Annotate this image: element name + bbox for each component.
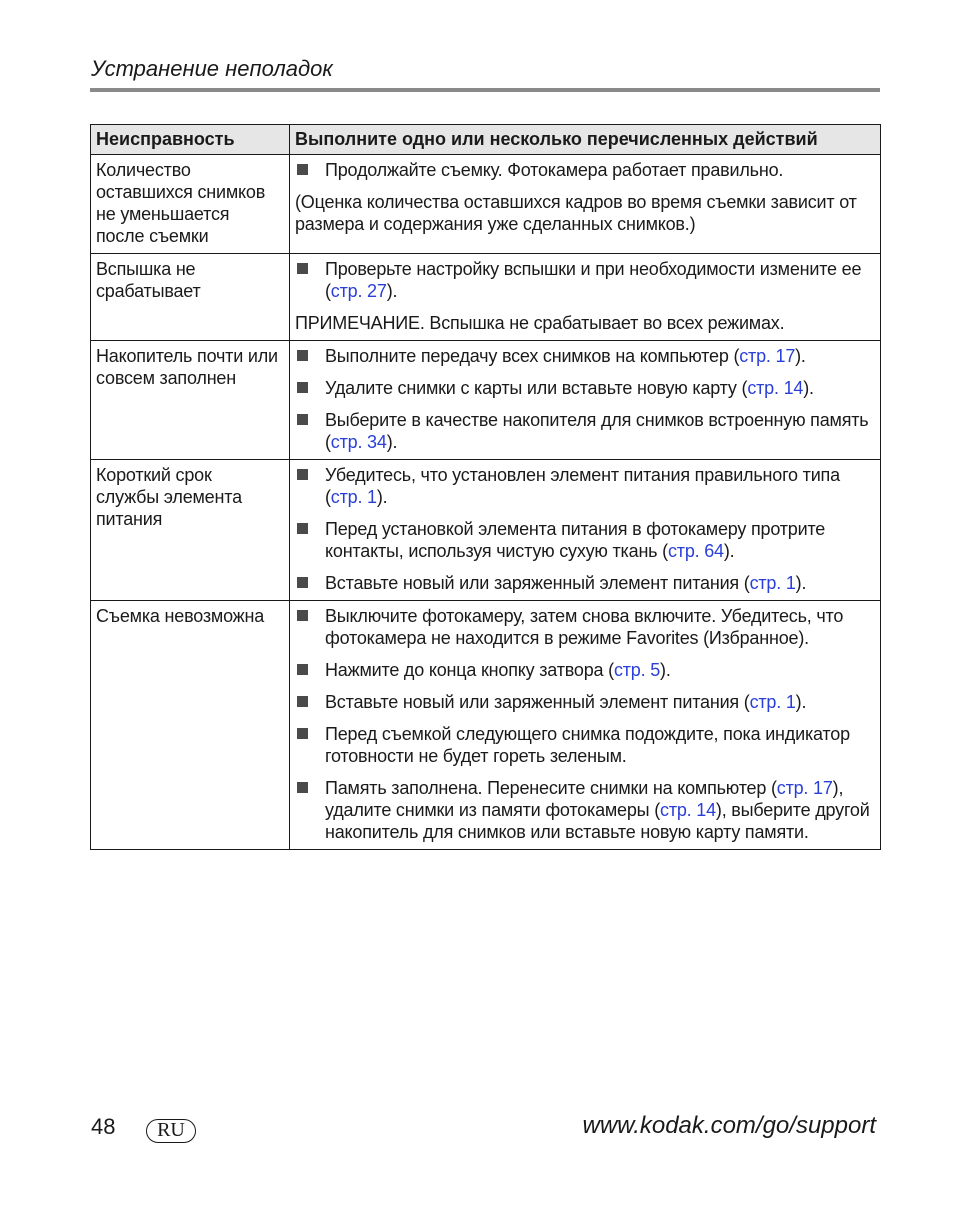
square-bullet-icon (297, 728, 308, 739)
action-item: Выключите фотокамеру, затем снова включите. Убедитесь, что фотокамера не находится в режиме Favorites (Избранное). (295, 605, 875, 649)
action-item: Вставьте новый или заряженный элемент питания (стр. 1). (295, 572, 875, 594)
square-bullet-icon (297, 164, 308, 175)
header-rule (90, 88, 880, 92)
table-row (91, 460, 881, 601)
square-bullet-icon (297, 350, 308, 361)
action-item: Перед съемкой следующего снимка подождите, пока индикатор готовности не будет гореть зеленым. (295, 723, 875, 767)
support-url[interactable]: www.kodak.com/go/support (582, 1112, 876, 1139)
page-reference-link[interactable]: стр. 5 (613, 660, 661, 680)
problem-cell (91, 460, 290, 601)
action-cell (290, 460, 881, 601)
column-header-action: Выполните одно или несколько перечисленных действий (290, 125, 881, 155)
action-cell (290, 155, 881, 254)
problem-text: Съемка невозможна (96, 606, 265, 626)
page-reference-link[interactable]: стр. 17 (776, 778, 833, 798)
square-bullet-icon (297, 782, 308, 793)
page-reference-link[interactable]: стр. 34 (330, 432, 387, 452)
action-cell (290, 601, 881, 850)
action-item: Удалите снимки с карты или вставьте новую карту (стр. 14). (295, 377, 875, 399)
square-bullet-icon (297, 469, 308, 480)
action-item: Вставьте новый или заряженный элемент питания (стр. 1). (295, 691, 875, 713)
problem-cell (91, 341, 290, 460)
page-header-title: Устранение неполадок (91, 56, 333, 81)
table-row (91, 254, 881, 341)
action-item: Перед установкой элемента питания в фотокамеру протрите контакты, используя чистую сухую ткань (стр. 64). (295, 518, 875, 562)
table-row (91, 155, 881, 254)
square-bullet-icon (297, 523, 308, 534)
square-bullet-icon (297, 382, 308, 393)
page-reference-link[interactable]: стр. 27 (330, 281, 387, 301)
language-badge: RU (146, 1119, 196, 1143)
square-bullet-icon (297, 263, 308, 274)
note-text: ПРИМЕЧАНИЕ. Вспышка не срабатывает во всех режимах. (295, 313, 785, 333)
problem-text: Накопитель почти или совсем заполнен (96, 346, 278, 388)
action-cell (290, 254, 881, 341)
square-bullet-icon (297, 696, 308, 707)
page-reference-link[interactable]: стр. 64 (667, 541, 724, 561)
problem-cell (91, 601, 290, 850)
page-reference-link[interactable]: стр. 1 (749, 573, 796, 593)
page-reference-link[interactable]: стр. 17 (739, 346, 796, 366)
column-header-problem: Неисправность (91, 125, 290, 155)
action-item: Проверьте настройку вспышки и при необходимости измените ее (стр. 27). (295, 258, 875, 302)
square-bullet-icon (297, 610, 308, 621)
square-bullet-icon (297, 577, 308, 588)
action-cell (290, 341, 881, 460)
troubleshooting-table (90, 124, 881, 850)
action-item: Убедитесь, что установлен элемент питания правильного типа (стр. 1). (295, 464, 875, 508)
explanation-text: (Оценка количества оставшихся кадров во время съемки зависит от размера и содержания уже сделанных снимков.) (295, 192, 857, 234)
action-item: Выберите в качестве накопителя для снимков встроенную память (стр. 34). (295, 409, 875, 453)
problem-cell (91, 254, 290, 341)
problem-text: Короткий срок службы элемента питания (96, 465, 242, 529)
table-row (91, 341, 881, 460)
action-item: Продолжайте съемку. Фотокамера работает правильно. (295, 159, 875, 181)
page-reference-link[interactable]: стр. 14 (660, 800, 716, 820)
action-item: Выполните передачу всех снимков на компьютер (стр. 17). (295, 345, 875, 367)
square-bullet-icon (297, 414, 308, 425)
page-reference-link[interactable]: стр. 1 (749, 692, 796, 712)
page-number: 48 (91, 1114, 116, 1139)
table-row (91, 601, 881, 850)
action-item: Память заполнена. Перенесите снимки на компьютер (стр. 17), удалите снимки из памяти фотокамеры (стр. 14), выберите другой накопитель для снимков или вставьте новую карту памяти. (295, 777, 875, 843)
action-item: Нажмите до конца кнопку затвора (стр. 5). (295, 659, 875, 681)
page-reference-link[interactable]: стр. 1 (330, 487, 377, 507)
page-reference-link[interactable]: стр. 14 (747, 378, 804, 398)
square-bullet-icon (297, 664, 308, 675)
problem-cell (91, 155, 290, 254)
table-header-row (91, 125, 881, 155)
problem-text: Вспышка не срабатывает (96, 259, 201, 301)
problem-text: Количество оставшихся снимков не уменьшается после съемки (96, 160, 266, 246)
